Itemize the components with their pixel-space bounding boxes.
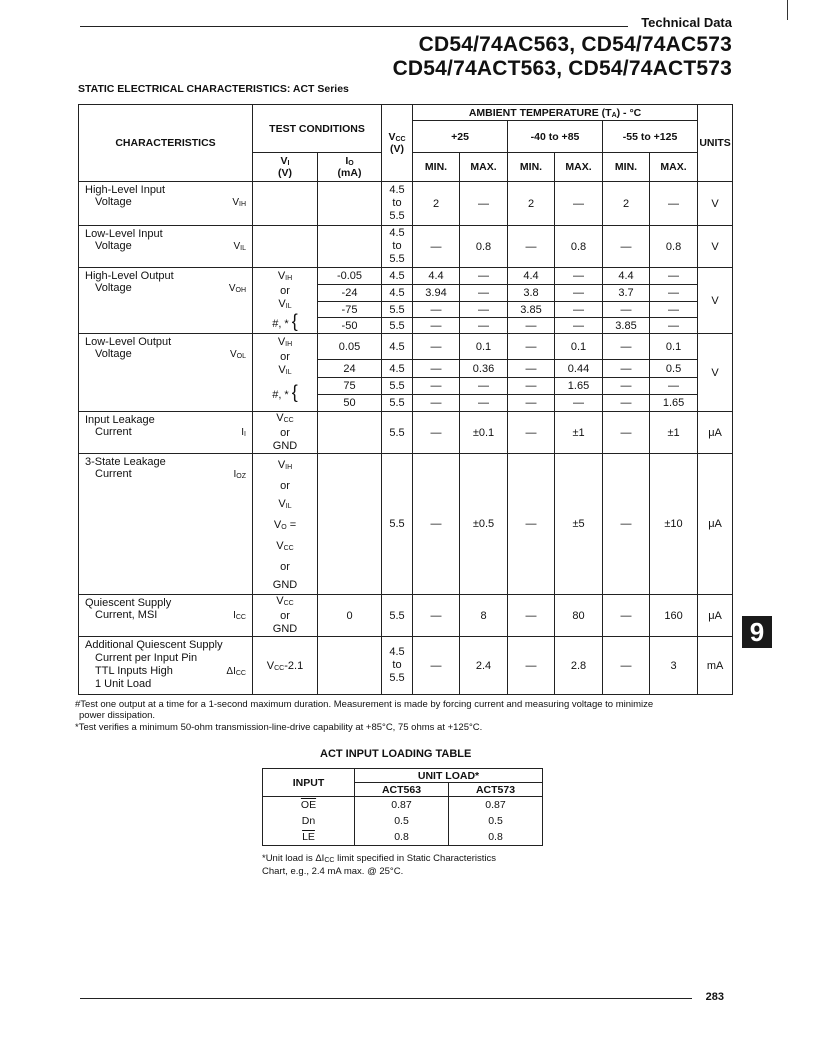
value-cell: 0.5 <box>650 360 698 378</box>
value-cell: — <box>413 318 460 334</box>
row-vol <box>79 334 733 360</box>
value-cell: — <box>413 595 460 637</box>
io-cell: -75 <box>318 302 382 318</box>
value-cell: — <box>650 182 698 226</box>
value-cell: 0.87 <box>449 797 543 813</box>
vi-cell <box>253 182 318 226</box>
value-cell: — <box>413 302 460 318</box>
row-label: Additional Quiescent Supply Current per Input Pin TTL Inputs High ΔICC 1 Unit Load <box>79 637 253 695</box>
page-title-line1: CD54/74AC563, CD54/74AC573 <box>418 33 732 56</box>
value-cell: ±0.1 <box>460 412 508 454</box>
value-cell: — <box>460 285 508 302</box>
vi-cell <box>253 226 318 268</box>
value-cell: — <box>508 454 555 595</box>
value-cell: — <box>555 268 603 285</box>
vi-cell: VIH or VIL #, * { <box>253 334 318 412</box>
act563-header: ACT563 <box>355 783 449 797</box>
io-cell: 75 <box>318 378 382 395</box>
vcc-cell: 5.5 <box>382 302 413 318</box>
value-cell: ±1 <box>555 412 603 454</box>
vcc-cell: 5.5 <box>382 595 413 637</box>
value-cell: 0.8 <box>555 226 603 268</box>
value-cell: — <box>603 378 650 395</box>
value-cell: 0.5 <box>355 813 449 829</box>
table-row <box>263 797 543 813</box>
characteristics-header: CHARACTERISTICS <box>79 105 253 182</box>
max-header: MAX. <box>650 153 698 182</box>
row-vil <box>79 226 733 268</box>
vcc-cell: 4.5 to 5.5 <box>382 637 413 695</box>
value-cell: 0.8 <box>460 226 508 268</box>
value-cell: 3.7 <box>603 285 650 302</box>
row-label: Quiescent Supply Current, MSI ICC <box>79 595 253 637</box>
page-title-line2: CD54/74ACT563, CD54/74ACT573 <box>392 57 732 80</box>
value-cell: — <box>603 595 650 637</box>
vcc-cell: 4.5 <box>382 360 413 378</box>
unit-load-header: UNIT LOAD* <box>355 769 543 783</box>
value-cell: 2 <box>413 182 460 226</box>
vcc-cell: 4.5 to 5.5 <box>382 226 413 268</box>
unit-cell: V <box>698 268 733 334</box>
value-cell: — <box>603 226 650 268</box>
vcc-header: VCC (V) <box>382 105 413 182</box>
row-quiescent-supply <box>79 595 733 637</box>
value-cell: — <box>650 318 698 334</box>
footnote-hash: #Test one output at a time for a 1-second maximum duration. Measurement is made by forcing current and measuring voltage to minimize power dissipation. <box>75 699 654 721</box>
unit-cell: V <box>698 334 733 412</box>
value-cell: 0.87 <box>355 797 449 813</box>
header-label: Technical Data <box>641 15 732 30</box>
temp-125-header: -55 to +125 <box>603 121 698 153</box>
value-cell: — <box>508 595 555 637</box>
value-cell: — <box>460 318 508 334</box>
value-cell: — <box>650 302 698 318</box>
vcc-cell: 5.5 <box>382 412 413 454</box>
value-cell: 0.8 <box>355 829 449 846</box>
value-cell: — <box>413 378 460 395</box>
table-row <box>263 813 543 829</box>
vcc-cell: 4.5 <box>382 285 413 302</box>
unit-cell: mA <box>698 637 733 695</box>
input-header: INPUT <box>263 769 355 797</box>
value-cell: 3.85 <box>603 318 650 334</box>
vi-cell: VCC or GND <box>253 595 318 637</box>
header-row-1 <box>79 105 733 121</box>
value-cell: — <box>603 637 650 695</box>
unit-cell: μA <box>698 595 733 637</box>
io-cell <box>318 454 382 595</box>
value-cell: ±1 <box>650 412 698 454</box>
io-cell: -24 <box>318 285 382 302</box>
vcc-cell: 4.5 <box>382 268 413 285</box>
value-cell: — <box>460 378 508 395</box>
header-rule <box>80 26 628 27</box>
row-input-leakage <box>79 412 733 454</box>
unit-cell: μA <box>698 454 733 595</box>
temp-25-header: +25 <box>413 121 508 153</box>
value-cell: — <box>508 226 555 268</box>
value-cell: 2.8 <box>555 637 603 695</box>
min-header: MIN. <box>413 153 460 182</box>
value-cell: 4.4 <box>603 268 650 285</box>
value-cell: 1.65 <box>555 378 603 395</box>
input-cell: $\overline{OE}$ <box>263 797 355 813</box>
value-cell: — <box>460 268 508 285</box>
vi-header: VI (V) <box>253 153 318 182</box>
loading-table-title: ACT INPUT LOADING TABLE <box>320 748 472 760</box>
value-cell: — <box>508 334 555 360</box>
value-cell: — <box>555 302 603 318</box>
io-cell <box>318 182 382 226</box>
io-cell <box>318 412 382 454</box>
unit-cell: V <box>698 226 733 268</box>
row-label: 3-State Leakage Current IOZ <box>79 454 253 595</box>
value-cell: 3.94 <box>413 285 460 302</box>
row-vih <box>79 182 733 226</box>
io-cell: -0.05 <box>318 268 382 285</box>
vcc-cell: 4.5 to 5.5 <box>382 182 413 226</box>
test-conditions-header: TEST CONDITIONS <box>253 105 382 153</box>
value-cell: — <box>413 226 460 268</box>
value-cell: — <box>650 378 698 395</box>
value-cell: — <box>508 378 555 395</box>
value-cell: — <box>650 285 698 302</box>
value-cell: — <box>413 334 460 360</box>
value-cell: 0.36 <box>460 360 508 378</box>
value-cell: ±5 <box>555 454 603 595</box>
value-cell: — <box>508 637 555 695</box>
value-cell: — <box>413 454 460 595</box>
value-cell: 80 <box>555 595 603 637</box>
io-cell: 24 <box>318 360 382 378</box>
io-cell <box>318 226 382 268</box>
row-label: Low-Level Output Voltage VOL <box>79 334 253 412</box>
io-cell: 0.05 <box>318 334 382 360</box>
value-cell: — <box>413 360 460 378</box>
section-title: STATIC ELECTRICAL CHARACTERISTICS: ACT Series <box>78 83 349 95</box>
unit-cell: V <box>698 182 733 226</box>
value-cell: — <box>460 302 508 318</box>
vi-cell: VIH or VIL #, * { <box>253 268 318 334</box>
footnote-star: *Test verifies a minimum 50-ohm transmission-line-drive capability at +85°C, 75 ohms at +125°C. <box>75 722 483 733</box>
section-tab-marker: 9 <box>742 616 772 648</box>
unit-cell: μA <box>698 412 733 454</box>
ambient-temperature-header: AMBIENT TEMPERATURE (TA) - °C <box>413 105 698 121</box>
value-cell: 8 <box>460 595 508 637</box>
value-cell: — <box>603 302 650 318</box>
value-cell: 4.4 <box>413 268 460 285</box>
value-cell: 4.4 <box>508 268 555 285</box>
units-header: UNITS <box>698 105 733 182</box>
value-cell: — <box>555 285 603 302</box>
value-cell: 3.8 <box>508 285 555 302</box>
loading-table-note: *Unit load is ΔICC limit specified in Static Characteristics Chart, e.g., 2.4 mA max. @ 25°C. <box>262 853 497 877</box>
value-cell: 2 <box>508 182 555 226</box>
value-cell: — <box>603 395 650 412</box>
value-cell: — <box>508 360 555 378</box>
row-label: High-Level Output Voltage VOH <box>79 268 253 334</box>
act573-header: ACT573 <box>449 783 543 797</box>
value-cell: 160 <box>650 595 698 637</box>
row-label: High-Level Input Voltage VIH <box>79 182 253 226</box>
io-cell: -50 <box>318 318 382 334</box>
vcc-cell: 5.5 <box>382 454 413 595</box>
value-cell: — <box>460 182 508 226</box>
value-cell: ±0.5 <box>460 454 508 595</box>
value-cell: 2 <box>603 182 650 226</box>
value-cell: ±10 <box>650 454 698 595</box>
value-cell: — <box>555 318 603 334</box>
value-cell: 0.1 <box>650 334 698 360</box>
row-label: Low-Level Input Voltage VIL <box>79 226 253 268</box>
temp-85-header: -40 to +85 <box>508 121 603 153</box>
value-cell: — <box>508 412 555 454</box>
value-cell: 0.8 <box>449 829 543 846</box>
io-header: IO (mA) <box>318 153 382 182</box>
value-cell: — <box>650 268 698 285</box>
value-cell: — <box>413 395 460 412</box>
io-cell: 0 <box>318 595 382 637</box>
min-header: MIN. <box>508 153 555 182</box>
value-cell: — <box>603 334 650 360</box>
value-cell: 3.85 <box>508 302 555 318</box>
value-cell: — <box>603 412 650 454</box>
value-cell: 3 <box>650 637 698 695</box>
row-3state-leakage <box>79 454 733 595</box>
value-cell: — <box>508 318 555 334</box>
vcc-cell: 5.5 <box>382 318 413 334</box>
input-cell: Dn <box>263 813 355 829</box>
vcc-cell: 5.5 <box>382 395 413 412</box>
footer-rule <box>80 998 692 999</box>
min-header: MIN. <box>603 153 650 182</box>
vi-cell: VIH or VIL VO = VCC or GND <box>253 454 318 595</box>
row-label: Input Leakage Current II <box>79 412 253 454</box>
row-voh <box>79 268 733 285</box>
value-cell: 1.65 <box>650 395 698 412</box>
input-cell: $\overline{LE}$ <box>263 829 355 846</box>
value-cell: 0.1 <box>460 334 508 360</box>
page-number: 283 <box>705 991 724 1003</box>
io-cell: 50 <box>318 395 382 412</box>
value-cell: — <box>603 360 650 378</box>
static-characteristics-table <box>78 104 733 695</box>
page-edge-mark <box>787 0 788 20</box>
max-header: MAX. <box>555 153 603 182</box>
value-cell: — <box>413 637 460 695</box>
value-cell: 0.1 <box>555 334 603 360</box>
value-cell: 2.4 <box>460 637 508 695</box>
value-cell: — <box>508 395 555 412</box>
vi-cell: VCC or GND <box>253 412 318 454</box>
value-cell: 0.44 <box>555 360 603 378</box>
vi-cell: VCC-2.1 <box>253 637 318 695</box>
value-cell: 0.8 <box>650 226 698 268</box>
vcc-cell: 4.5 <box>382 334 413 360</box>
input-loading-table <box>262 768 543 846</box>
value-cell: — <box>413 412 460 454</box>
value-cell: — <box>603 454 650 595</box>
max-header: MAX. <box>460 153 508 182</box>
value-cell: 0.5 <box>449 813 543 829</box>
table-row <box>263 829 543 846</box>
value-cell: — <box>555 395 603 412</box>
value-cell: — <box>460 395 508 412</box>
value-cell: — <box>555 182 603 226</box>
row-additional-quiescent <box>79 637 733 695</box>
io-cell <box>318 637 382 695</box>
vcc-cell: 5.5 <box>382 378 413 395</box>
